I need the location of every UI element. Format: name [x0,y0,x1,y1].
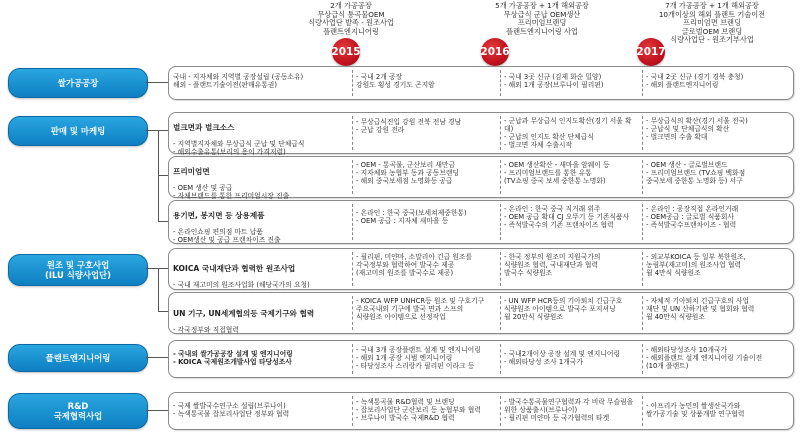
column-divider [500,160,501,194]
column-divider [500,70,501,96]
column-divider [352,344,353,374]
row-bulk-noodles-2015: - 무상급식진입 강원 전북 전남 경남 - 군납 강원 전라 [356,118,462,135]
row-koica-aid-2016: - 한국 정부의 원조미 지원국가의 식량원조 협력, 국내재단과 협력 발국수 식량원조 [504,253,601,278]
row-commercial-products-desc: - 온라인쇼핑 편의점 마트 납품 - OEM생산 및 공급 프랜차이즈 진출 [173,228,281,245]
row-commercial-products [168,200,794,244]
row-koica-aid-summary [173,256,351,289]
column-divider [642,204,643,240]
row-un-cooperation [168,292,794,334]
column-divider [352,296,353,330]
row-premium-noodles-2017: - OEM 생산 - 글로벌브랜드 - 프리미엄브랜드 (TV쇼핑 백화점 중국보세 중한통 노명화 등) 서구 [646,161,746,186]
column-divider [500,396,501,426]
row-commercial-products-2017: - 온라인 : 공장직접 온라인거래 - OEM공급 : 글로벌 식품회사 - 즉석발국수프랜차이즈 - 협력 [646,205,739,230]
connector-line [158,311,168,312]
column-divider [352,116,353,150]
header-2016-summary: 5개 가공공장 + 1개 해외공장 무상급식 군납 OEM생산 프리미엄브랜딩 플랜트엔지니어링 사업 [495,1,589,36]
column-divider [352,70,353,96]
year-2016-badge: 2016 [481,38,509,66]
column-divider [642,116,643,150]
category-rice-plant: 쌀가공공장 [8,68,148,98]
column-divider [642,160,643,194]
year-2015-badge: 2015 [332,38,360,66]
column-divider [500,252,501,286]
column-divider [352,204,353,240]
row-un-cooperation-2015: - KOICA WFP UNHCR등 원조 및 구호기구 주요국내외 기구에 발국 면과 스프의 식량원조 아이템으로 선정작업 [356,297,485,322]
row-un-cooperation-title: UN 기구, UN세계협의등 국제기구와 협력 [173,309,315,319]
row-plant-engineering-2015: - 국내 3개 공장플랜트 설계 및 엔지니어링 - 해외 1개 공장 시범 엔지니어링 - 타당성조사 스리랑카 필리핀 이라크 등 [356,346,481,371]
row-rice-plant-2015: - 국내 2개 공장 강원도 횡성 경기도 곤지암 [356,73,435,90]
row-commercial-products-title: 용기면, 봉지면 등 상용제품 [173,211,265,221]
row-rnd-2015: - 녹색통곡물 R&D협력 및 브랜딩 - 잡보리사업단 군산보리 등 농협부와 협력 - 브루나이 발국수 국제R&D 협력 [356,398,481,423]
column-divider [352,160,353,194]
row-un-cooperation-summary [173,301,351,334]
header-2017-summary: 7개 가공공장 + 1개 해외공장 10개이상의 해외 플랜트 기술이전 프리미엄면 브랜딩 글로벌OEM 브랜딩 식량사업단 - 원조기부사업 [658,1,766,45]
column-divider [500,116,501,150]
row-koica-aid-title: KOICA 국내재단과 협력한 원조사업 [173,264,296,274]
row-plant-engineering-2016: - 국내2개이상 공장 설계 및 엔지니어링 - 해외타당성 조사 1개국가 [504,350,621,367]
row-bulk-noodles-2017: - 무상급식의 확산(경기 서울 전국) - 군납식 및 단체급식의 확산 - 벌크면의 수출 확대 [646,117,748,142]
row-premium-noodles-desc: - OEM 생산 및 공급 - 자체브랜드를 통한 프리미엄시장 진출 [173,184,290,201]
row-bulk-noodles [168,112,794,157]
row-plant-engineering [168,340,794,378]
category-rnd-cooperation: R&D 국제협력사업 [8,393,148,429]
row-bulk-noodles-summary [173,115,351,156]
row-premium-noodles-2016: - OEM 생산확산 - 새마을 암웨이 등 - 프리미엄브랜드를 통한 유통 (TV쇼핑 중국 보세 중한통 노명화) [504,161,610,186]
row-premium-noodles-summary [173,159,351,200]
row-premium-noodles-title: 프리미엄면 [173,167,210,177]
column-divider [352,396,353,426]
connector-line [146,268,158,269]
connector-line [158,130,159,222]
row-rnd-summary: - 국제 쌀발국수연구소 설립(브루나이) - 녹색통곡물 잡보리사업단 정부와 협력 [173,402,290,419]
row-bulk-noodles-2016: - 군납과 무상급식 인지도확산(경기 서울 확대) - 군납의 인지도 확산 단체급식 - 벌크면 자체 수출시작 [504,117,632,150]
column-divider [642,344,643,374]
row-rice-plant-2017: - 국내 2곳 신규 (경기 경북 충청) - 해외 플랜트엔지니어링 [646,73,744,90]
row-premium-noodles-2015: - OEM - 통곡물, 군산보리 새만금 - 지자체와 농협부 동과 공동브랜딩 - 해외 중국보세점 노명화등 공급 [356,161,460,186]
column-divider [352,252,353,286]
row-koica-aid-2015: - 필리핀, 미얀마, 소말리아 긴급 원조를 각국정부와 협력하여 발국수 제공 (재고미의 원조를 발국수로 제공) [356,253,473,278]
row-bulk-noodles-desc: - 지역별지자체와 무상급식 군납 및 단체급식 - 해외수출유통(보리의 용이 가격저렴) [173,140,305,157]
row-rice-plant [168,66,794,100]
column-divider [500,344,501,374]
row-rice-plant-summary: 국내 - 지자체와 지역별 공장설립 (공동소유) 해외 - 플랜트기술이전(판매유통권) [173,73,304,90]
connector-line [158,268,159,312]
connector-line [146,82,168,83]
connector-line [158,175,168,176]
row-un-cooperation-desc: - 각국정부와 직접협력 [173,326,239,335]
column-divider [642,252,643,286]
row-commercial-products-summary [173,203,351,244]
row-un-cooperation-2017: - 자체적 기아퇴치 긴급구호의 사업 재단 및 UN 산하기관 및 협회와 협력 월 40만식 식량원조 [646,297,755,322]
connector-line [158,221,168,222]
row-un-cooperation-2016: - UN WFP HCR등의 기아퇴치 긴급구호 식량원조 아이템으로 발국수 포지셔닝 월 20만식 식량원조 [504,297,623,322]
connector-line [158,268,168,269]
row-plant-engineering-summary: - 국내외 쌀가공공장 설계 및 엔지니어링 - KOICA 국제원조개발사업 타당성조사 [173,350,293,367]
year-2017-badge: 2017 [637,38,665,66]
row-rnd [168,392,794,430]
row-koica-aid-desc: - 국내 재고미의 원조사업화 (해당국가의 요청) [173,281,310,290]
connector-line [146,357,168,358]
category-sales-marketing: 판매 및 마케팅 [8,116,148,146]
column-divider [642,396,643,426]
row-plant-engineering-2017: - 해외타당성조사 10개국가 - 해외플랜트 설계 엔지니어링 기술이전 (10개 플랜트) [646,346,763,371]
row-commercial-products-2016: - 온라인 : 한국 중국 직거래 위주 - OEM 공급 확대 CJ 오뚜기 등 기존식품사 - 즉석발국수의 기존 프랜차이즈 협력 [504,205,630,230]
row-koica-aid [168,248,794,290]
row-rnd-2017: - 아프리카 농민의 쌀생산국가와 쌀가공기술 및 상품개발 연구협력 [646,402,745,419]
category-aid-relief: 원조 및 구호사업 (ILU 식량사업단) [8,254,148,286]
connector-line [158,130,168,131]
row-commercial-products-2015: - 온라인 : 한국 중국(보세쳐제중한통) - OEM 공급 : 지자체 새마을 등 [356,209,467,226]
row-premium-noodles [168,156,794,201]
category-plant-engineering: 플랜트엔지니어링 [8,344,148,372]
connector-line [146,130,158,131]
connector-line [146,410,168,411]
column-divider [500,296,501,330]
row-rice-plant-2016: - 국내 3곳 신규 (김제 화순 밀양) - 해외 1개 공장(브루나이 필리핀) [504,73,604,90]
column-divider [642,296,643,330]
row-rnd-2016: - 발국수통곡물연구협력과 각 비락 무슬림을 위한 상품출시(브루나이) - 필리핀 미얀마 등 국가협력의 타겟 [504,398,634,423]
column-divider [642,70,643,96]
column-divider [500,204,501,240]
header-2015-summary: 2개 가공공장 무상급식 통곡물OEM 식량사업단 발족 - 원조사업 플랜트엔지니어링 [308,1,394,36]
row-bulk-noodles-title: 벌크면과 벌크소스 [173,123,235,133]
row-koica-aid-2017: - 외교부KOICA 등 일부 북한원조, 농림부(재고미)의 원조사업 협력 월 4만식 식량원조 [646,253,746,278]
